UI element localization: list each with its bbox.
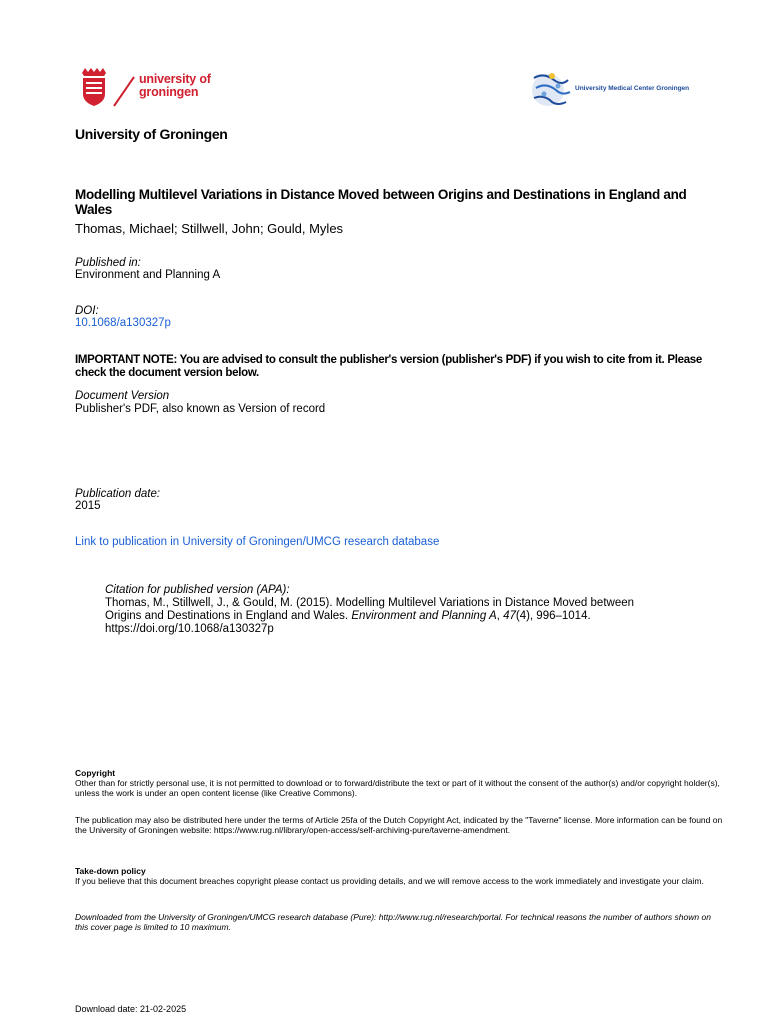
database-link[interactable]: Link to publication in University of Groningen/UMCG research database <box>75 536 440 548</box>
umcg-name: University Medical Center Groningen <box>575 85 690 92</box>
doi-label: DOI: <box>75 305 99 317</box>
document-version-label: Document Version <box>75 390 170 402</box>
citation-doi: https://doi.org/10.1068/a130327p <box>105 623 274 635</box>
rug-crest-icon <box>80 68 140 108</box>
takedown-block <box>75 866 725 886</box>
download-note: Downloaded from the University of Groningen/UMCG research database (Pure): http://www.rug.nl/research/portal. For technical reasons the number of authors shown on this cover page is limited to 10 maximum. <box>75 912 711 932</box>
copyright-text: Other than for strictly personal use, it is not permitted to download or to forward/distribute the text or part of it without the consent of the author(s) and/or copyright holder(s), unless the work is under an open content license (like Creative Commons). <box>75 778 720 798</box>
rug-wordmark-line1: university of <box>139 72 211 86</box>
published-in-value: Environment and Planning A <box>75 269 221 281</box>
copyright-block <box>75 768 725 798</box>
rug-wordmark-line2: groningen <box>139 85 199 99</box>
publication-date-label: Publication date: <box>75 488 161 500</box>
copyright-heading: Copyright <box>75 768 116 778</box>
citation-volume: 47 <box>503 610 516 622</box>
important-note: IMPORTANT NOTE: You are advised to consult the publisher's version (publisher's PDF) if you wish to cite from it. Please check the document version below. <box>75 354 702 379</box>
citation-line1: Thomas, M., Stillwell, J., & Gould, M. (2015). Modelling Multilevel Variations in Distance Moved between <box>105 597 635 609</box>
authors: Thomas, Michael; Stillwell, John; Gould, Myles <box>75 221 344 236</box>
citation-block <box>105 584 725 636</box>
document-version-value: Publisher's PDF, also known as Version of record <box>75 403 326 415</box>
citation-rest: (4), 996–1014. <box>515 610 591 622</box>
published-in-label: Published in: <box>75 257 141 269</box>
license-text: The publication may also be distributed here under the terms of Article 25fa of the Dutch Copyright Act, indicated by the "Taverne" license. More information can be found on the University of Groningen website: https://www.rug.nl/library/open-access/self-archiving-pure/taverne-amendment. <box>75 815 723 835</box>
umcg-emblem-icon <box>528 68 574 110</box>
citation-line2-text: Origins and Destinations in England and Wales. <box>105 610 352 622</box>
citation-sep: , <box>496 610 504 622</box>
rug-wordmark <box>139 73 211 99</box>
institution-name: University of Groningen <box>75 126 228 142</box>
doi-link[interactable]: 10.1068/a130327p <box>75 317 171 329</box>
citation-journal: Environment and Planning A <box>351 610 497 622</box>
document-title: Modelling Multilevel Variations in Distance Moved between Origins and Destinations in England and Wales <box>75 187 687 217</box>
download-date: Download date: 21-02-2025 <box>75 1004 187 1014</box>
takedown-heading: Take-down policy <box>75 866 146 876</box>
citation-line2 <box>105 610 725 623</box>
takedown-text: If you believe that this document breaches copyright please contact us providing details, and we will remove access to the work immediately and investigate your claim. <box>75 876 704 886</box>
citation-label: Citation for published version (APA): <box>105 584 290 596</box>
publication-date-value: 2015 <box>75 500 101 512</box>
